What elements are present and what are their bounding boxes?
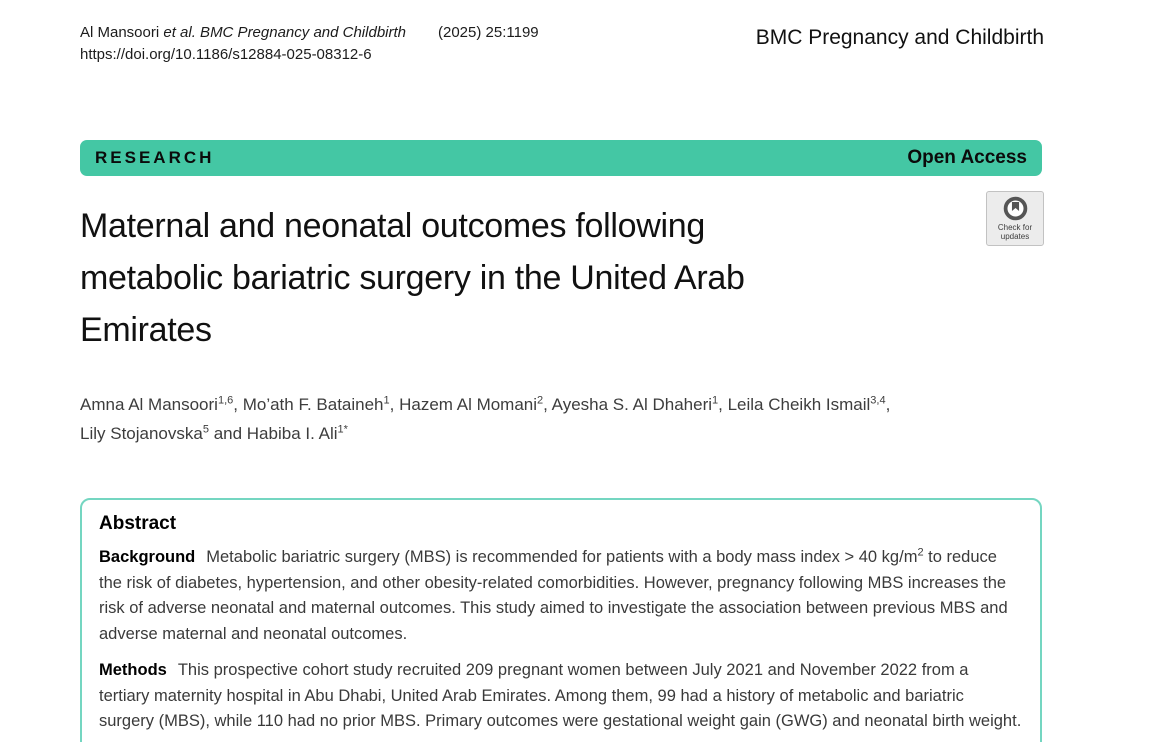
citation-line xyxy=(80,22,539,44)
author-name: Lily Stojanovska xyxy=(80,424,203,443)
research-banner xyxy=(80,140,1042,176)
author-affiliation-sup: 5 xyxy=(202,423,209,436)
author-name: Mo’ath F. Bataineh xyxy=(242,395,384,414)
abstract-heading: Abstract xyxy=(99,513,177,534)
doi-link[interactable]: https://doi.org/10.1186/s12884-025-08312-6 xyxy=(80,46,372,63)
author-affiliation-sup: 1* xyxy=(337,423,348,436)
citation-journal-italic: et al. BMC Pregnancy and Childbirth xyxy=(163,24,406,41)
author-affiliation-sup: 1,6 xyxy=(217,394,234,407)
citation-authors: Al Mansoori xyxy=(80,24,164,41)
author-name: Habiba I. Ali xyxy=(246,424,338,443)
author-name: Ayesha S. Al Dhaheri xyxy=(551,395,713,414)
author-line-1: Amna Al Mansoori$^{1,6}$, Mo’ath F. Bataineh$^1$, Hazem Al Momani$^2$, Ayesha S. Al Dhaheri$^1$, Leila Cheikh Ismail$^{3,4}$, xyxy=(80,394,891,414)
paragraph-label: Methods xyxy=(99,661,167,679)
title-line: Maternal and neonatal outcomes following xyxy=(80,207,705,245)
check-for-updates-badge[interactable] xyxy=(986,191,1044,246)
title-line: metabolic bariatric surgery in the United Arab xyxy=(80,259,745,297)
author-affiliation-sup: 2 xyxy=(537,394,544,407)
journal-name: BMC Pregnancy and Childbirth xyxy=(755,26,1044,49)
article-type-label: RESEARCH xyxy=(95,148,215,167)
author-affiliation-sup: 1 xyxy=(383,394,390,407)
abstract-paragraph: Methods This prospective cohort study recruited 209 pregnant women between July 2021 and November 2022 from a tertiary maternity hospital in Abu Dhabi, United Arab Emirates. Among them, 99 had a history of metabolic and bariatric surgery (MBS), while 110 had no prior MBS. Primary outcomes were gestational weight gain (GWG) and neonatal birth weight. xyxy=(99,661,1022,730)
title-line: Emirates xyxy=(80,311,212,349)
article-title xyxy=(80,200,980,356)
author-line-2: Lily Stojanovska$^5$ and Habiba I. Ali$^{1*}$ xyxy=(80,423,348,443)
abstract-paragraph: Background Metabolic bariatric surgery (MBS) is recommended for patients with a body mass index > 40 $kg/m^2$ to reduce the risk of diabetes, hypertension, and other obesity-related comorbidities. However, pregnancy following MBS increases the risk of adverse neonatal and maternal outcomes. This study aimed to investigate the association between previous MBS and adverse maternal and neonatal outcomes. xyxy=(99,546,1008,643)
open-access-label: Open Access xyxy=(907,147,1027,168)
author-affiliation-sup: 3,4 xyxy=(870,394,886,407)
abstract-paragraphs xyxy=(99,545,1023,735)
paragraph-label: Background xyxy=(99,548,196,566)
superscript: 2 xyxy=(917,546,924,559)
check-for-updates-label: Check for updates xyxy=(997,223,1033,241)
check-for-updates-icon xyxy=(1003,196,1028,221)
abstract-section xyxy=(80,498,1042,742)
author-affiliation-sup: 1 xyxy=(712,394,719,407)
citation-header xyxy=(80,22,539,66)
author-list xyxy=(80,390,1020,448)
citation-volume: (2025) 25:1199 xyxy=(438,24,539,41)
author-name: Leila Cheikh Ismail xyxy=(727,395,871,414)
author-name: Amna Al Mansoori xyxy=(80,395,218,414)
author-name: Hazem Al Momani xyxy=(399,395,538,414)
